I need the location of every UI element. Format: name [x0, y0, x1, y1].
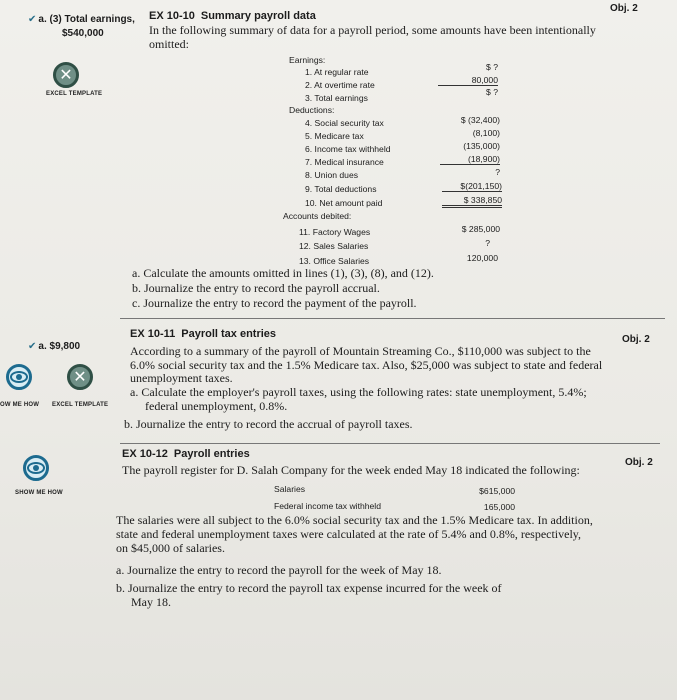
ex1011-para-line1: According to a summary of the payroll of Mountain Streaming Co., $110,000 was subject to the	[130, 344, 591, 358]
margin-answer-ex1010: ✔ a. (3) Total earnings,	[28, 14, 135, 25]
line-13-amount: 120,000	[466, 253, 498, 263]
objective-label: Obj. 2	[610, 3, 638, 14]
ex1012-part-b-line2: May 18.	[131, 595, 171, 609]
line-11-amount: $ 285,000	[461, 224, 500, 234]
ex1011-para-line2: 6.0% social security tax and the 1.5% Medicare tax. Also, $25,000 was subject to state and federal	[130, 358, 603, 372]
line-2-amount: 80,000	[438, 75, 498, 86]
excel-template-icon[interactable]: ✕	[53, 62, 79, 88]
line-6-label: 6. Income tax withheld	[305, 144, 391, 154]
section-divider	[120, 443, 660, 444]
salaries-amount: $615,000	[479, 486, 515, 496]
ex1011-part-a-line2: federal unemployment, 0.8%.	[145, 399, 288, 413]
line-11-label: 11. Factory Wages	[299, 227, 371, 237]
ex1012-para-line4: on $45,000 of salaries.	[116, 541, 225, 555]
section-divider	[120, 318, 665, 319]
line-8-label: 8. Union dues	[305, 170, 359, 180]
show-me-how-label[interactable]: OW ME HOW	[0, 402, 40, 408]
line-12-amount: ?	[485, 238, 490, 248]
federal-income-tax-amount: 165,000	[483, 502, 515, 512]
excel-template-label[interactable]: EXCEL TEMPLATE	[52, 402, 109, 408]
ex1011-part-a-line1: a. Calculate the employer's payroll taxes, using the following rates: state unemployment, 5.4%;	[130, 385, 587, 399]
excel-template-icon[interactable]: ✕	[67, 364, 93, 390]
objective-label: Obj. 2	[625, 457, 653, 468]
line-12-label: 12. Sales Salaries	[299, 241, 369, 251]
federal-income-tax-label: Federal income tax withheld	[274, 501, 381, 511]
ex1010-part-a: a. Calculate the amounts omitted in lines (1), (3), (8), and (12).	[132, 266, 434, 280]
ex1010-intro-line1: In the following summary of data for a payroll period, some amounts have been intentionally	[149, 23, 596, 37]
excel-template-label[interactable]: EXCEL TEMPLATE	[46, 91, 103, 97]
ex1012-para-line2: The salaries were all subject to the 6.0% social security tax and the 1.5% Medicare tax. In addition,	[116, 513, 593, 527]
checkmark-icon: ✔	[28, 341, 37, 352]
accounts-debited-header: Accounts debited:	[283, 211, 352, 221]
ex1012-para-line3: state and federal unemployment taxes were calculated at the rate of 5.4% and 0.8%, respectively,	[116, 527, 582, 541]
ex1011-para-line3: unemployment taxes.	[130, 371, 233, 385]
checkmark-icon: ✔	[28, 14, 37, 25]
ex1012-part-a: a. Journalize the entry to record the payroll for the week of May 18.	[116, 563, 442, 577]
line-1-label: 1. At regular rate	[305, 67, 369, 77]
exercise-title-ex1012: EX 10-12 Payroll entries	[122, 448, 250, 460]
show-me-how-icon[interactable]	[6, 364, 32, 390]
line-6-amount: (135,000)	[463, 141, 500, 151]
eye-icon	[10, 371, 28, 383]
show-me-how-icon[interactable]	[23, 455, 49, 481]
ex1012-para-line1: The payroll register for D. Salah Company for the week ended May 18 indicated the following:	[122, 463, 580, 477]
line-13-label: 13. Office Salaries	[299, 256, 370, 266]
line-9-amount: $(201,150)	[442, 181, 502, 192]
line-10-amount: $ 338,850	[442, 195, 502, 208]
line-2-label: 2. At overtime rate	[305, 80, 375, 90]
deductions-header: Deductions:	[289, 105, 335, 115]
ex1010-intro-line2: omitted:	[149, 37, 189, 51]
ex1011-part-b: b. Journalize the entry to record the accrual of payroll taxes.	[124, 417, 413, 431]
ex1012-part-b-line1: b. Journalize the entry to record the payroll tax expense incurred for the week of	[116, 581, 502, 595]
line-3-amount: $ ?	[486, 87, 498, 97]
line-3-label: 3. Total earnings	[305, 93, 368, 103]
exercise-title-ex1011: EX 10-11 Payroll tax entries	[130, 328, 277, 340]
eye-icon	[27, 462, 45, 474]
objective-label: Obj. 2	[622, 334, 650, 345]
show-me-how-label[interactable]: SHOW ME HOW	[15, 490, 63, 496]
line-5-label: 5. Medicare tax	[305, 131, 364, 141]
line-8-amount: ?	[495, 167, 500, 177]
line-7-label: 7. Medical insurance	[305, 157, 384, 167]
ex1010-part-c: c. Journalize the entry to record the payment of the payroll.	[132, 296, 417, 310]
salaries-label: Salaries	[274, 484, 306, 494]
exercise-title-ex1010: EX 10-10 Summary payroll data	[149, 10, 316, 22]
line-9-label: 9. Total deductions	[305, 184, 377, 194]
earnings-header: Earnings:	[289, 55, 326, 65]
line-1-amount: $ ?	[486, 62, 498, 72]
line-4-label: 4. Social security tax	[305, 118, 384, 128]
line-7-amount: (18,900)	[440, 154, 500, 165]
margin-answer-ex1011: ✔ a. $9,800	[28, 341, 81, 352]
margin-answer-ex1010-value: $540,000	[62, 28, 104, 39]
line-5-amount: (8,100)	[472, 128, 500, 138]
line-4-amount: $ (32,400)	[460, 115, 500, 125]
ex1010-part-b: b. Journalize the entry to record the payroll accrual.	[132, 281, 380, 295]
line-10-label: 10. Net amount paid	[305, 198, 383, 208]
